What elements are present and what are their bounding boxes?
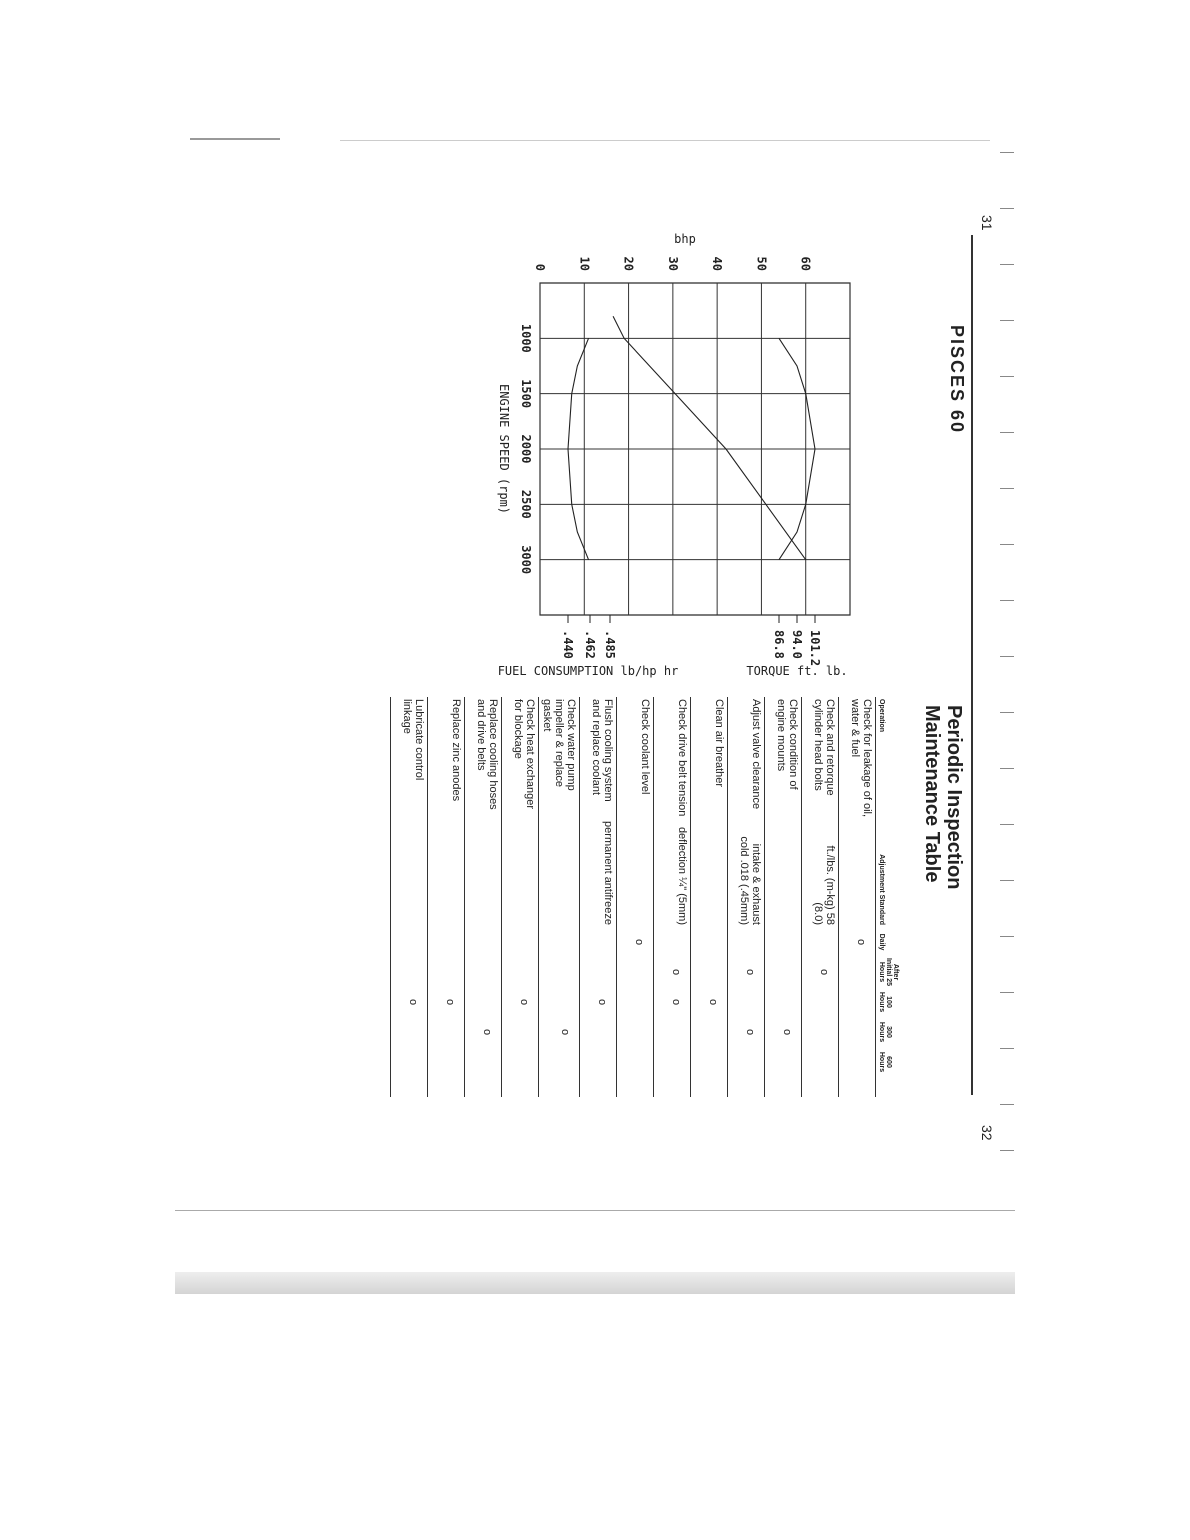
y-tick-label: 50 bbox=[754, 256, 769, 271]
y-tick-label: 0 bbox=[533, 263, 547, 271]
interval-mark-cell bbox=[391, 927, 427, 957]
table-title-line: Periodic Inspection bbox=[943, 705, 965, 890]
interval-mark-cell bbox=[428, 927, 464, 957]
interval-mark-cell bbox=[539, 987, 579, 1017]
page-31 bbox=[195, 205, 995, 678]
interval-mark-cell bbox=[539, 1047, 579, 1077]
standard-cell bbox=[691, 819, 727, 927]
interval-mark-cell: o bbox=[559, 1028, 571, 1036]
interval-mark-cell: o bbox=[407, 998, 419, 1006]
interval-mark-cell: o bbox=[596, 998, 608, 1006]
interval-mark-cell bbox=[691, 1047, 727, 1077]
standard-cell: ft./lbs. (m-kg) 58 (8.0) bbox=[812, 845, 836, 925]
interval-mark-cell bbox=[391, 957, 427, 987]
standard-cell: permanent antifreeze bbox=[602, 821, 614, 925]
interval-mark-cell bbox=[539, 957, 579, 987]
interval-mark-cell bbox=[839, 957, 875, 987]
interval-mark-cell: o bbox=[670, 998, 682, 1006]
top-rule bbox=[971, 675, 973, 1095]
x-tick-label: 3000 bbox=[519, 545, 533, 575]
y-tick-label: 60 bbox=[798, 256, 813, 271]
interval-mark-cell: o bbox=[444, 998, 456, 1006]
interval-mark-cell bbox=[580, 1047, 616, 1077]
interval-mark-cell bbox=[839, 1017, 875, 1047]
x-tick-label: 1000 bbox=[519, 323, 533, 353]
standard-cell bbox=[391, 819, 427, 927]
interval-mark-cell bbox=[728, 927, 764, 957]
table-row bbox=[427, 697, 464, 1097]
operation-cell: Check coolant level bbox=[639, 699, 651, 795]
interval-mark-cell bbox=[617, 957, 653, 987]
table-title-line: Maintenance Table bbox=[921, 705, 943, 883]
interval-mark-cell bbox=[617, 1017, 653, 1047]
interval-mark-cell bbox=[580, 957, 616, 987]
interval-mark-cell bbox=[465, 957, 501, 987]
table-row bbox=[616, 697, 653, 1097]
interval-mark-cell bbox=[502, 1017, 538, 1047]
scan-artifact-top bbox=[190, 138, 280, 140]
y-axis-label: bhp bbox=[674, 232, 696, 246]
interval-mark-cell bbox=[465, 927, 501, 957]
interval-mark-cell: o bbox=[855, 938, 867, 946]
torque-tick-label: 86.8 bbox=[772, 630, 786, 659]
table-body bbox=[390, 697, 875, 1097]
interval-mark-cell bbox=[654, 927, 690, 957]
interval-mark-cell bbox=[839, 987, 875, 1017]
interval-mark-cell bbox=[728, 1047, 764, 1077]
fuel-tick-label: .462 bbox=[583, 630, 597, 659]
operation-cell: Check heat exchanger for blockage bbox=[512, 699, 536, 810]
operation-cell: Replace cooling hoses and drive belts bbox=[475, 699, 499, 810]
header-daily: Daily bbox=[878, 933, 885, 951]
header-standard: Adjustment Standard bbox=[878, 854, 885, 925]
table-row bbox=[464, 697, 501, 1097]
y-tick-label: 20 bbox=[621, 256, 636, 271]
interval-mark-cell: o bbox=[670, 968, 682, 976]
header-operation: Operation bbox=[878, 699, 885, 733]
interval-mark-cell: o bbox=[781, 1028, 793, 1036]
table-row bbox=[727, 697, 764, 1097]
bhp-curve bbox=[613, 316, 806, 559]
interval-mark-cell bbox=[802, 987, 838, 1017]
interval-mark-cell bbox=[391, 1047, 427, 1077]
interval-mark-cell bbox=[502, 927, 538, 957]
interval-mark-cell bbox=[617, 1047, 653, 1077]
interval-mark-cell bbox=[765, 957, 801, 987]
interval-mark-cell bbox=[839, 1047, 875, 1077]
standard-cell bbox=[839, 819, 875, 927]
page-number: 31 bbox=[979, 215, 995, 231]
interval-mark-cell bbox=[465, 987, 501, 1017]
standard-cell: intake & exhaust cold .018 (.45mm) bbox=[738, 836, 762, 925]
interval-mark-cell: o bbox=[707, 998, 719, 1006]
standard-cell bbox=[617, 819, 653, 927]
table-title bbox=[921, 705, 965, 889]
table-row bbox=[838, 697, 875, 1097]
table-row bbox=[501, 697, 538, 1097]
fuel-tick-label: .440 bbox=[561, 630, 575, 659]
maintenance-table bbox=[390, 697, 910, 1097]
interval-mark-cell bbox=[802, 927, 838, 957]
interval-mark-cell bbox=[428, 957, 464, 987]
manual-spread bbox=[195, 205, 995, 1145]
operation-cell: Flush cooling system and replace coolant bbox=[590, 699, 614, 802]
standard-cell bbox=[465, 819, 501, 927]
y-tick-label: 40 bbox=[710, 256, 725, 271]
standard-cell bbox=[428, 819, 464, 927]
table-row bbox=[538, 697, 579, 1097]
interval-mark-cell bbox=[580, 1017, 616, 1047]
table-row bbox=[579, 697, 616, 1097]
page-32 bbox=[195, 675, 995, 1145]
interval-mark-cell bbox=[802, 1017, 838, 1047]
operation-cell: Check water pump impeller & replace gasket bbox=[541, 699, 577, 791]
interval-mark-cell bbox=[654, 1047, 690, 1077]
standard-cell bbox=[765, 819, 801, 927]
standard-cell bbox=[502, 819, 538, 927]
operation-cell: Check condition of engine mounts bbox=[775, 699, 799, 790]
x-tick-label: 1500 bbox=[519, 379, 533, 409]
interval-mark-cell bbox=[580, 927, 616, 957]
interval-mark-cell bbox=[465, 1047, 501, 1077]
operation-cell: Adjust valve clearance bbox=[750, 699, 762, 810]
interval-mark-cell bbox=[539, 927, 579, 957]
scan-artifact-bottom-line bbox=[175, 1210, 1015, 1211]
interval-mark-cell bbox=[502, 1047, 538, 1077]
page-number: 32 bbox=[979, 1125, 995, 1141]
x-axis-label: ENGINE SPEED (rpm) bbox=[497, 383, 511, 515]
interval-mark-cell: o bbox=[744, 968, 756, 976]
x-tick-label: 2500 bbox=[519, 489, 533, 519]
interval-mark-cell bbox=[617, 987, 653, 1017]
table-row bbox=[801, 697, 838, 1097]
torque-tick-label: 101.2 bbox=[808, 630, 822, 667]
header-100-hours: 100 Hours bbox=[878, 991, 892, 1013]
interval-mark-cell bbox=[765, 1047, 801, 1077]
operation-cell: Check for leakage of oil, water & fuel bbox=[849, 699, 873, 818]
interval-mark-cell bbox=[654, 1017, 690, 1047]
interval-mark-cell bbox=[691, 957, 727, 987]
torque-tick-label: 94.0 bbox=[790, 630, 804, 659]
operation-cell: Clean air breather bbox=[713, 699, 725, 788]
fuel-tick-label: .485 bbox=[603, 630, 617, 659]
table-row bbox=[690, 697, 727, 1097]
interval-mark-cell bbox=[428, 1017, 464, 1047]
interval-mark-cell bbox=[765, 927, 801, 957]
x-tick-label: 2000 bbox=[519, 434, 533, 464]
operation-cell: Check drive belt tension bbox=[676, 699, 688, 817]
standard-cell: deflection ¼" (5mm) bbox=[676, 826, 688, 925]
interval-mark-cell: o bbox=[518, 998, 530, 1006]
scan-artifact-bottom-band bbox=[175, 1272, 1015, 1294]
operation-cell: Lubricate control linkage bbox=[401, 699, 425, 781]
interval-mark-cell: o bbox=[744, 1028, 756, 1036]
interval-mark-cell bbox=[765, 987, 801, 1017]
interval-mark-cell bbox=[802, 1047, 838, 1077]
performance-chart bbox=[195, 205, 995, 678]
y-tick-label: 10 bbox=[577, 256, 592, 271]
operation-cell: Replace zinc anodes bbox=[450, 699, 462, 802]
interval-mark-cell bbox=[691, 927, 727, 957]
interval-mark-cell bbox=[428, 1047, 464, 1077]
table-header-row bbox=[875, 697, 910, 1097]
header-300-hours: 300 Hours bbox=[878, 1021, 892, 1043]
operation-cell: Check and retorque cylinder head bolts bbox=[812, 699, 836, 796]
interval-mark-cell bbox=[691, 1017, 727, 1047]
header-600-hours: 600 Hours bbox=[878, 1051, 892, 1073]
standard-cell bbox=[539, 819, 579, 927]
torque-axis-label: TORQUE ft. lb. bbox=[746, 664, 848, 678]
scan-artifact-top-line bbox=[340, 140, 990, 141]
interval-mark-cell bbox=[391, 1017, 427, 1047]
y-tick-label: 30 bbox=[665, 256, 680, 271]
interval-mark-cell bbox=[502, 957, 538, 987]
interval-mark-cell: o bbox=[633, 938, 645, 946]
table-row bbox=[390, 697, 427, 1097]
chart-title: PISCES 60 bbox=[947, 325, 967, 435]
interval-mark-cell: o bbox=[481, 1028, 493, 1036]
fuel-axis-label: FUEL CONSUMPTION lb/hp hr bbox=[497, 664, 679, 678]
table-row bbox=[653, 697, 690, 1097]
header-initial: After Initial 25 Hours bbox=[878, 957, 899, 986]
interval-mark-cell: o bbox=[818, 968, 830, 976]
table-row bbox=[764, 697, 801, 1097]
interval-mark-cell bbox=[728, 987, 764, 1017]
